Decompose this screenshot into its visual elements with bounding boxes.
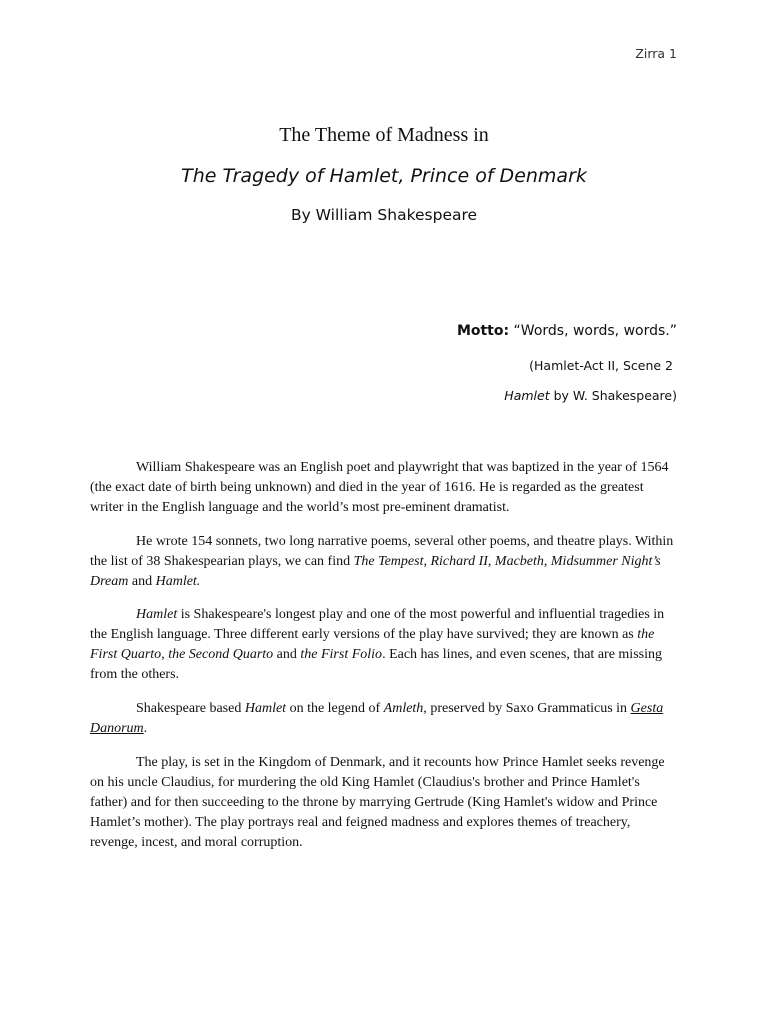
motto bbox=[457, 323, 677, 339]
paragraph-2: He wrote 154 sonnets, two long narrative poems, several other poems, and theatre plays. Within the list of 38 Shakespearian plays, we can find The Tempest, Richard II, Macbeth, Midsummer Night’s Dream and Hamlet. bbox=[90, 534, 674, 589]
title-line-1: The Theme of Madness in bbox=[279, 124, 489, 146]
title-line-2: The Tragedy of Hamlet, Prince of Denmark bbox=[181, 165, 587, 187]
citation-rest: by W. Shakespeare) bbox=[549, 388, 677, 403]
motto-citation-2 bbox=[504, 388, 677, 403]
body-text bbox=[90, 458, 678, 867]
paragraph-4: Shakespeare based Hamlet on the legend of Amleth, preserved by Saxo Grammaticus in Gesta Danorum. bbox=[90, 701, 664, 736]
gesta-danorum-link[interactable]: Gesta Danorum bbox=[90, 701, 664, 736]
page-header-number: Zirra 1 bbox=[635, 46, 677, 61]
motto-citation-1: (Hamlet-Act II, Scene 2 bbox=[529, 358, 673, 373]
paragraph-1: William Shakespeare was an English poet and playwright that was baptized in the year of 1564 (the exact date of birth being unknown) and died in the year of 1616. He is regarded as the greatest writer in the English language and the world’s most pre-eminent dramatist. bbox=[90, 460, 669, 515]
paragraph-5: The play, is set in the Kingdom of Denmark, and it recounts how Prince Hamlet seeks revenge on his uncle Claudius, for murdering the old King Hamlet (Claudius's brother and Prince Hamlet's father) and for then succeeding to the throne by marrying Gertrude (King Hamlet's widow and Prince Hamlet’s mother). The play portrays real and feigned madness and explores themes of treachery, revenge, incest, and moral corruption. bbox=[90, 755, 665, 850]
paragraph-3: Hamlet is Shakespeare's longest play and one of the most powerful and influential tragedies in the English language. Three different early versions of the play have survived; they are known as the First Quarto, the Second Quarto and the First Folio. Each has lines, and even scenes, that are missing from the others. bbox=[90, 607, 665, 682]
citation-play-title: Hamlet bbox=[504, 388, 550, 403]
motto-label: Motto: bbox=[456, 323, 510, 339]
title-author: By William Shakespeare bbox=[290, 206, 478, 224]
motto-quote: “Words, words, words.” bbox=[509, 323, 677, 339]
